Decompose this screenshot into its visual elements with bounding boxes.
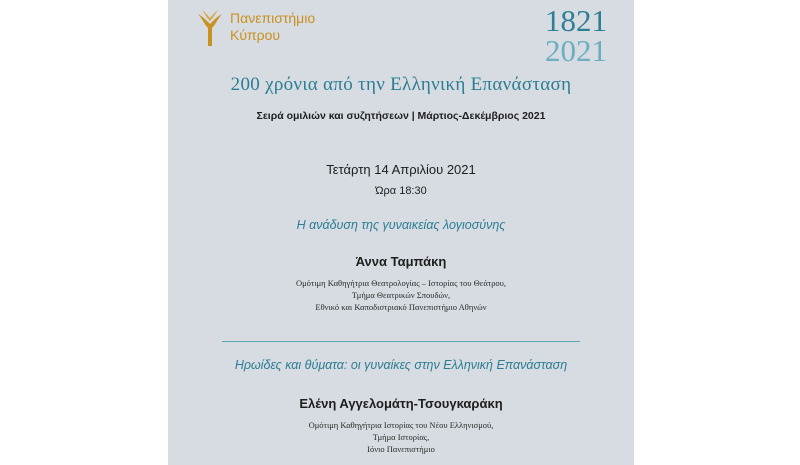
anniversary-years	[534, 3, 618, 68]
affiliation-line: Ομότιμη Καθηγήτρια Ιστορίας του Νέου Ελληνισμού,	[308, 420, 494, 430]
university-name-line2: Κύπρου	[230, 27, 281, 43]
university-name	[230, 10, 315, 44]
speaker-affiliation-2	[168, 419, 634, 455]
affiliation-line: Ομότιμη Καθηγήτρια Θεατρολογίας – Ιστορίας του Θεάτρου,	[295, 278, 507, 288]
section-divider	[222, 341, 580, 342]
event-poster	[168, 0, 634, 465]
speaker-name-1: Άννα Ταμπάκη	[355, 254, 447, 269]
talk-title-2: Ηρωίδες και θύματα: οι γυναίκες στην Ελληνική Επανάσταση	[234, 358, 568, 372]
speaker-affiliation-1	[168, 277, 634, 313]
affiliation-line: Τμήμα Ιστορίας,	[372, 432, 430, 442]
event-date: Τετάρτη 14 Απριλίου 2021	[326, 162, 476, 177]
affiliation-line: Τμήμα Θεατρικών Σπουδών,	[351, 290, 451, 300]
poster-title: 200 χρόνια από την Ελληνική Επανάσταση	[230, 74, 572, 95]
year-1821: 1821	[545, 3, 607, 38]
year-2021: 2021	[545, 33, 607, 68]
university-name-line1: Πανεπιστήμιο	[230, 10, 316, 26]
series-subtitle: Σειρά ομιλιών και συζητήσεων | Μάρτιος-Δεκέμβριος 2021	[256, 110, 546, 122]
affiliation-line: Ιόνιο Πανεπιστήμιο	[367, 444, 435, 454]
event-time: Ώρα 18:30	[375, 185, 427, 197]
talk-title-1: Η ανάδυση της γυναικείας λογιοσύνης	[296, 218, 506, 232]
speaker-name-2: Ελένη Αγγελομάτη-Τσουγκαράκη	[299, 396, 503, 411]
affiliation-line: Εθνικό και Καποδιστριακό Πανεπιστήμιο Αθηνών	[315, 302, 487, 312]
university-emblem-icon	[196, 8, 224, 48]
